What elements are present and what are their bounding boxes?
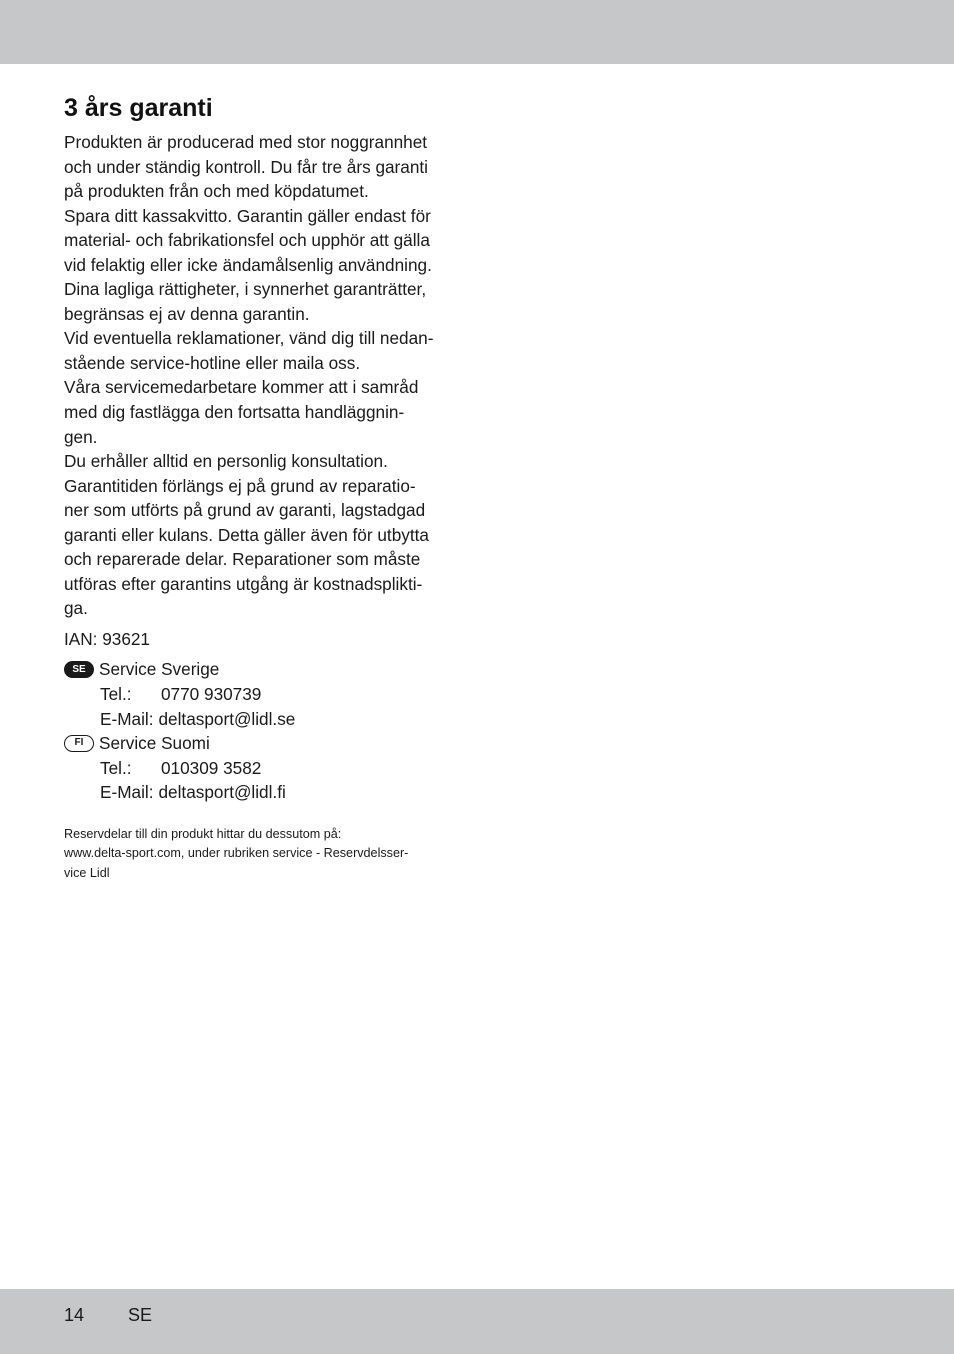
note-line: Reservdelar till din produkt hittar du dessutom på:: [64, 826, 342, 841]
phone-label: Tel.:: [100, 684, 132, 705]
service-title-row: [64, 657, 464, 682]
text-line: ner som utförts på grund av garanti, lagstadgad: [64, 500, 426, 521]
service-contacts: [64, 657, 464, 804]
text-line: material- och fabrikationsfel och upphör att gälla: [64, 230, 430, 251]
text-line: Dina lagliga rättigheter, i synnerhet garanträtter,: [64, 279, 427, 300]
top-band: [0, 0, 954, 64]
note-line: www.delta-sport.com, under rubriken service - Reservdelsser-: [64, 846, 409, 861]
text-line: och under ständig kontroll. Du får tre års garanti: [64, 156, 428, 177]
service-finland: [64, 731, 464, 805]
phone-row: [64, 756, 464, 781]
fi-country-icon: FI: [64, 735, 94, 752]
text-line: Spara ditt kassakvitto. Garantin gäller endast för: [64, 205, 431, 226]
email-row: [64, 780, 464, 805]
email-address: deltasport@lidl.se: [158, 708, 296, 729]
page-title: 3 års garanti: [64, 94, 213, 122]
ian-number: IAN: 93621: [64, 628, 150, 649]
service-sweden: [64, 657, 464, 731]
text-line: stående service-hotline eller maila oss.: [64, 352, 361, 373]
text-line: vid felaktig eller icke ändamålsenlig användning.: [64, 254, 432, 275]
email-row: [64, 707, 464, 732]
phone-row: [64, 682, 464, 707]
page-number: 14: [64, 1305, 85, 1325]
text-line: och reparerade delar. Reparationer som måste: [64, 549, 421, 570]
phone-number: 0770 930739: [161, 684, 262, 705]
phone-label: Tel.:: [100, 757, 132, 778]
email-label: E-Mail:: [100, 708, 154, 729]
email-label: E-Mail:: [100, 782, 154, 803]
text-line: ga.: [64, 598, 88, 619]
phone-number: 010309 3582: [161, 757, 262, 778]
service-title: Service Suomi: [99, 733, 210, 754]
text-line: Garantitiden förlängs ej på grund av reparatio-: [64, 475, 416, 496]
text-line: Du erhåller alltid en personlig konsultation.: [64, 451, 388, 472]
language-code: SE: [128, 1305, 153, 1325]
page-footer: [64, 1303, 152, 1327]
text-line: garanti eller kulans. Detta gäller även för utbytta: [64, 524, 429, 545]
email-address: deltasport@lidl.fi: [158, 782, 286, 803]
service-title-row: [64, 731, 464, 756]
spare-parts-note: [64, 825, 464, 883]
warranty-text: [64, 130, 464, 621]
text-line: Produkten är producerad med stor noggrannhet: [64, 132, 428, 152]
warranty-section: [64, 92, 464, 883]
text-line: Vid eventuella reklamationer, vänd dig till nedan-: [64, 328, 434, 349]
text-line: gen.: [64, 426, 98, 447]
text-line: på produkten från och med köpdatumet.: [64, 181, 369, 202]
text-line: begränsas ej av denna garantin.: [64, 303, 310, 324]
se-country-icon: SE: [64, 661, 94, 678]
text-line: utföras efter garantins utgång är kostnadsplikti-: [64, 573, 423, 594]
note-line: vice Lidl: [64, 865, 110, 880]
service-title: Service Sverige: [99, 659, 220, 680]
text-line: Våra servicemedarbetare kommer att i samråd: [64, 377, 419, 398]
text-line: med dig fastlägga den fortsatta handläggnin-: [64, 402, 405, 423]
